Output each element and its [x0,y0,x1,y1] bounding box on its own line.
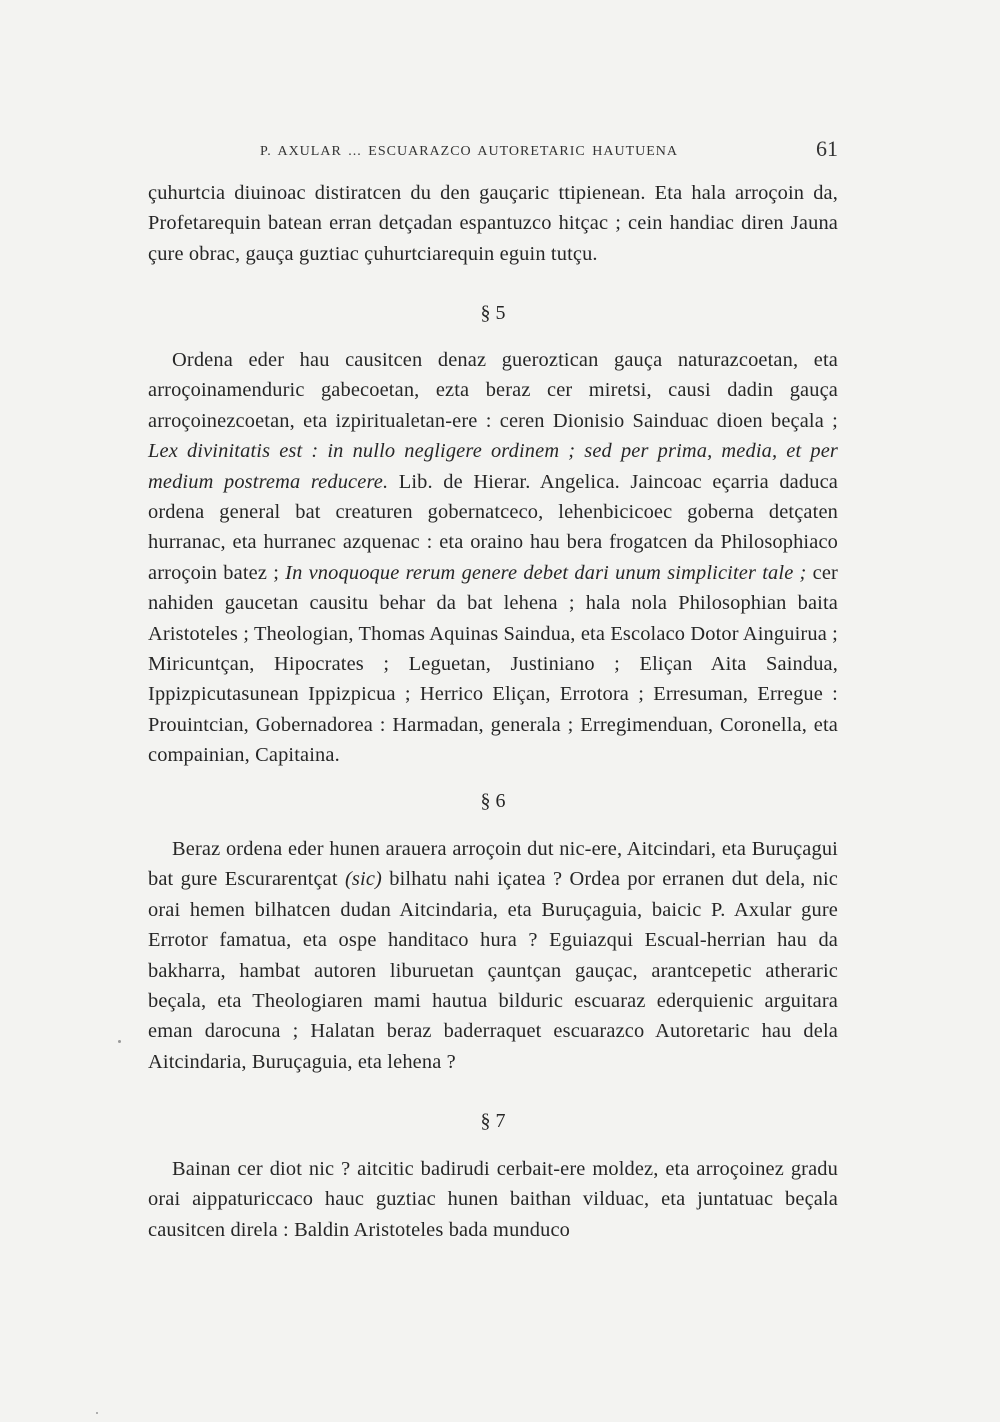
section-heading-7: § 7 [480,1110,506,1132]
running-head: P. AXULAR ... ESCUARAZCO AUTORETARIC HAUTUENA [260,144,679,159]
paragraph-4 [148,1154,838,1245]
paragraph-2-text [148,345,838,771]
paper-speck [96,1412,98,1414]
paragraph-4-text: Bainan cer diot nic ? aitcitic badirudi cerbait-ere moldez, eta arroçoinez gradu orai aippaturiccaco hauc guztiac hunen baithan vilduac, eta juntatuac beçala causitcen direla : Baldin Aristoteles bada munduco [148,1158,838,1241]
paragraph-2-part-a: Ordena eder hau causitcen denaz gueroztican gauça naturazcoetan, eta arroçoinamenduric gabecoetan, ezta beraz cer miretsi, causi dadin gauça arroçoinezcoetan, eta izpiritualetan-ere : ceren Dionisio Sainduac dioen beçala ; [148,349,838,432]
page-number: 61 [816,136,838,161]
paragraph-2 [148,345,838,771]
paragraph-2-part-b: Lib. de Hierar. Angelica. Jaincoac eçarria daduca ordena general bat creaturen gobernatceco, lehenbicicoec goberna detçaten hurranac, eta hurranec azquenac : eta oraino hau bera frogatcen da Philosophiaco arroçoin batez ; [148,470,838,584]
paper-speck [118,1040,121,1043]
paragraph-1-text: çuhurtcia diuinoac distiratcen du den gauçaric ttipienean. Eta hala arroçoin da, Profetarequin batean erran detçadan espantuzco hitçac ; cein handiac diren Jauna çure obrac, gauça guztiac çuhurtciarequin eguin tutçu. [148,182,838,265]
paragraph-2-part-c: cer nahiden gaucetan causitu behar da bat lehena ; hala nola Philosophian baita Aristoteles ; Theologian, Thomas Aquinas Saindua, eta Escolaco Dotor Ainguirua ; Miricuntçan, Hipocrates ; Leguetan, Justiniano ; Eliçan Aita Saindua, Ippizpicutasunean Ippizpicua ; Herrico Eliçan, Errotora ; Erresuman, Erregue : Prouintcian, Gobernadorea : Harmadan, generala ; Erregimenduan, Coronella, eta compainian, Capitaina. [148,561,838,767]
paragraph-3-text [148,834,838,1077]
page-header [148,136,838,172]
paragraph-3 [148,834,838,1077]
latin-quote-1: Lex divinitatis est : in nullo negligere ordinem ; sed per prima, media, et per medium postrema reducere. [148,440,838,493]
latin-quote-2: In vnoquoque rerum genere debet dari unum simpliciter tale ; [285,561,807,584]
section-heading-5: § 5 [480,302,506,324]
sic-note: (sic) [344,868,382,891]
paragraph-3-part-a: Beraz ordena eder hunen arauera arroçoin dut nic-ere, Aitcindari, eta Buruçagui bat gure Escurarentçat [148,838,838,891]
paragraph-3-part-b: bilhatu nahi içatea ? Ordea por erranen dut dela, nic orai hemen bilhatcen dudan Aitcindaria, eta Buruçaguia, baicic P. Axular gure Errotor famatua, eta ospe handitaco hura ? Eguiazqui Escual-herrian hau da bakharra, hambat autoren liburuetan çauntçan gauçac, arantcepetic atheraric beçala, eta Theologiaren mami hautua bilduric escuaraz ederquienic arguitara eman darocuna ; Halatan beraz baderraquet escuarazco Autoretaric hau dela Aitcindaria, Buruçaguia, eta lehena ? [148,868,838,1073]
paragraph-1 [148,178,838,269]
section-heading-6: § 6 [480,790,506,812]
